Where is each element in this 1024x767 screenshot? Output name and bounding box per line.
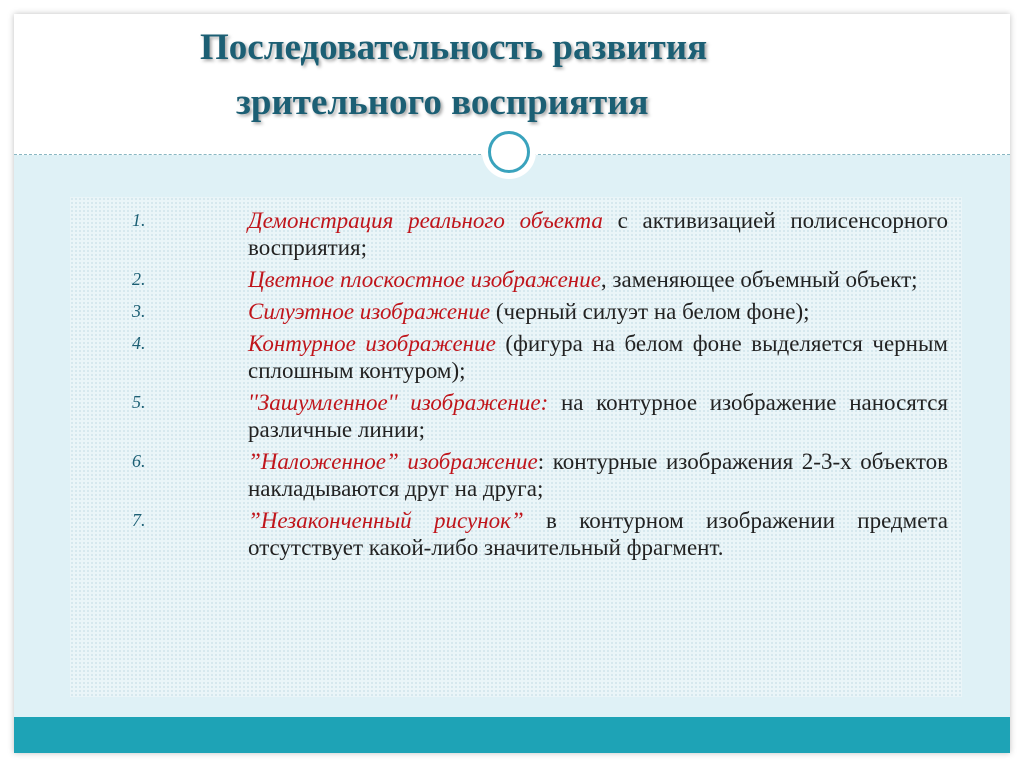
item-rest: , заменяющее объемный объект; [600,267,918,292]
item-rest: (фигура на белом фоне выделяется черным сплошным контуром); [248,331,948,383]
list-item [70,507,962,561]
item-number: 3. [132,301,146,321]
list-item [70,389,962,443]
item-number: 4. [132,333,146,353]
item-highlight: Силуэтное изображение [248,299,491,324]
item-text [248,330,948,384]
slide [14,14,1010,753]
bottom-bar [14,717,1010,753]
list-item [70,298,962,325]
item-text [248,298,948,325]
item-number: 6. [132,451,146,471]
item-rest: в контурном изображении предмета отсутствует какой-либо значительный фрагмент. [248,508,948,560]
item-number: 7. [132,510,146,530]
item-highlight: ''Зашумленное'' изображение: [248,390,549,415]
item-text [248,507,948,561]
item-rest: (черный силуэт на белом фоне); [490,299,810,324]
item-text [248,266,948,293]
item-text [248,448,948,502]
content-box [70,197,962,697]
item-rest: : контурные изображения 2-3-х объектов накладываются друг на друга; [248,449,948,501]
item-text [248,207,948,261]
item-highlight: Контурное изображение [248,331,496,356]
title-line-2: зрительного восприятия [236,82,649,123]
list-item [70,330,962,384]
item-number: 5. [132,392,146,412]
title-line-1: Последовательность развития [200,27,708,68]
list-item [70,207,962,261]
steps-list [70,207,962,566]
item-highlight: Демонстрация реального объекта [248,208,603,233]
item-rest: на контурное изображение наносятся различные линии; [248,390,948,442]
item-highlight: ”Наложенное” изображение [248,449,538,474]
item-rest: с активизацией полисенсорного восприятия; [248,208,949,260]
item-text [248,389,948,443]
item-number: 1. [132,210,146,230]
item-highlight: ”Незаконченный рисунок” [248,508,524,533]
ring-icon [482,125,536,179]
list-item [70,448,962,502]
page-title [194,20,914,130]
list-item [70,266,962,293]
item-highlight: Цветное плоскостное изображение [248,267,601,292]
item-number: 2. [132,269,146,289]
